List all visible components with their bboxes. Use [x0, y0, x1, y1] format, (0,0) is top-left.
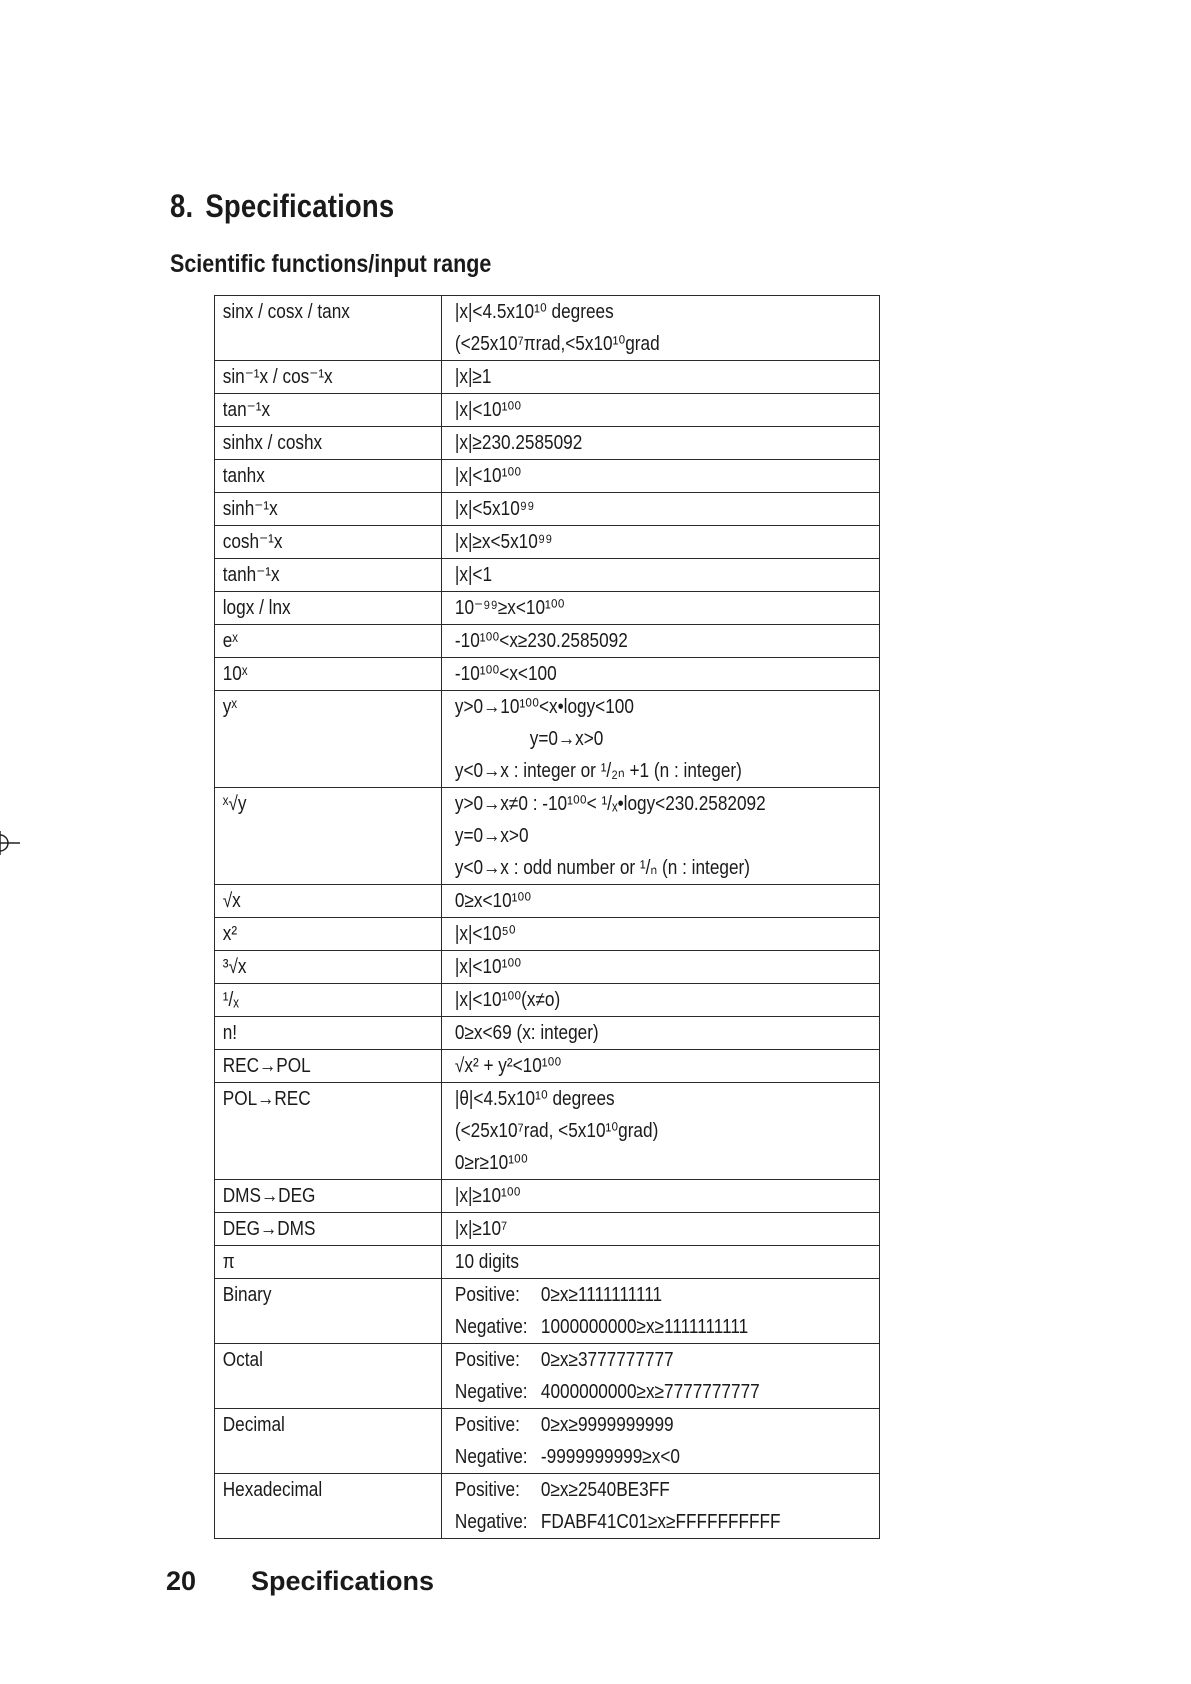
range-text: |x|≥10¹⁰⁰: [454, 1185, 521, 1207]
function-name: sinhx / coshx: [222, 432, 323, 454]
function-cell: [215, 918, 442, 951]
range-text: y=0→x>0: [454, 825, 529, 847]
range-text: |x|≥230.2585092: [454, 432, 583, 454]
function-cell: [215, 625, 442, 658]
table-row: [215, 625, 880, 658]
range-text: (<25x10⁷πrad,<5x10¹⁰grad: [454, 333, 660, 355]
input-range-cell: [442, 1180, 880, 1213]
input-range-cell: [442, 296, 880, 361]
range-text: |x|<10¹⁰⁰: [454, 465, 522, 487]
table-row: [215, 559, 880, 592]
range-text: 0≥x≥1111111111: [540, 1284, 663, 1306]
range-text: |x|<10¹⁰⁰: [454, 956, 522, 978]
input-range-cell: [442, 1279, 880, 1344]
table-row: [215, 394, 880, 427]
range-text: y>0→x≠0 : -10¹⁰⁰< ¹/ₓ•logy<230.2582092: [454, 793, 766, 815]
range-text: 0≥x<69 (x: integer): [454, 1022, 599, 1044]
input-range-cell: [442, 460, 880, 493]
table-row: [215, 1409, 880, 1474]
function-name: Hexadecimal: [222, 1479, 323, 1501]
function-cell: [215, 526, 442, 559]
table-row: [215, 460, 880, 493]
function-name: π: [222, 1251, 235, 1273]
function-name: cosh⁻¹x: [222, 531, 283, 553]
input-range-cell: [442, 1409, 880, 1474]
input-range-cell: [442, 918, 880, 951]
table-row: [215, 1050, 880, 1083]
function-cell: [215, 885, 442, 918]
section-number: 8.: [170, 188, 194, 224]
table-row: [215, 1246, 880, 1279]
range-text: 10 digits: [454, 1251, 519, 1273]
input-range-cell: [442, 427, 880, 460]
table-row: [215, 918, 880, 951]
range-text: y<0→x : integer or ¹/₂ₙ +1 (n : integer): [454, 760, 742, 782]
input-range-cell: [442, 592, 880, 625]
range-text: FDABF41C01≥x≥FFFFFFFFFF: [540, 1511, 781, 1533]
table-row: [215, 1083, 880, 1180]
table-row: [215, 885, 880, 918]
registration-mark-icon: [0, 826, 20, 860]
function-cell: [215, 691, 442, 788]
function-name: Decimal: [222, 1414, 285, 1436]
range-text: 1000000000≥x≥1111111111: [540, 1316, 749, 1338]
specifications-table: [214, 295, 880, 1539]
input-range-cell: [442, 625, 880, 658]
input-range-cell: [442, 885, 880, 918]
function-name: Binary: [222, 1284, 272, 1306]
table-row: [215, 526, 880, 559]
input-range-cell: [442, 1050, 880, 1083]
range-text: -10¹⁰⁰<x≥230.2585092: [454, 630, 628, 652]
range-text: |x|<4.5x10¹⁰ degrees: [454, 301, 614, 323]
page-title: [170, 188, 394, 225]
table-row: [215, 1213, 880, 1246]
function-name: POL→REC: [222, 1088, 311, 1110]
sign-label: Negative:: [454, 1511, 528, 1533]
function-name: sin⁻¹x / cos⁻¹x: [222, 366, 333, 388]
function-name: sinx / cosx / tanx: [222, 301, 350, 323]
input-range-cell: [442, 788, 880, 885]
range-text: y=0→x>0: [529, 728, 604, 750]
range-text: |x|<1: [454, 564, 493, 586]
function-cell: [215, 1180, 442, 1213]
table-row: [215, 1279, 880, 1344]
sign-label: Negative:: [454, 1316, 528, 1338]
input-range-cell: [442, 559, 880, 592]
range-text: 10⁻⁹⁹≥x<10¹⁰⁰: [454, 597, 565, 619]
range-text: y<0→x : odd number or ¹/ₙ (n : integer): [454, 857, 750, 879]
input-range-cell: [442, 691, 880, 788]
function-cell: [215, 984, 442, 1017]
range-text: |x|<5x10⁹⁹: [454, 498, 535, 520]
range-text: 4000000000≥x≥7777777777: [540, 1381, 760, 1403]
range-text: 0≥x≥2540BE3FF: [540, 1479, 670, 1501]
function-cell: [215, 1344, 442, 1409]
table-row: [215, 1017, 880, 1050]
input-range-cell: [442, 1017, 880, 1050]
input-range-cell: [442, 658, 880, 691]
range-text: |x|<10¹⁰⁰(x≠o): [454, 989, 561, 1011]
function-cell: [215, 427, 442, 460]
function-cell: [215, 559, 442, 592]
sign-label: Positive:: [454, 1414, 520, 1436]
function-name: ³√x: [222, 956, 247, 978]
function-cell: [215, 1409, 442, 1474]
function-name: n!: [222, 1022, 238, 1044]
range-text: y>0→10¹⁰⁰<x•logy<100: [454, 696, 634, 718]
page-number: 20: [166, 1566, 197, 1596]
input-range-cell: [442, 1213, 880, 1246]
range-text: 0≥x≥3777777777: [540, 1349, 674, 1371]
function-cell: [215, 1017, 442, 1050]
footer-section-title: Specifications: [251, 1566, 435, 1596]
function-cell: [215, 1083, 442, 1180]
input-range-cell: [442, 394, 880, 427]
table-row: [215, 1180, 880, 1213]
function-name: ¹/ₓ: [222, 989, 239, 1011]
table-row: [215, 691, 880, 788]
function-name: tanhx: [222, 465, 265, 487]
range-text: |x|≥1: [454, 366, 492, 388]
function-cell: [215, 1050, 442, 1083]
table-row: [215, 493, 880, 526]
input-range-cell: [442, 1474, 880, 1539]
function-name: eˣ: [222, 630, 238, 652]
range-text: |x|<10⁵⁰: [454, 923, 516, 945]
table-row: [215, 984, 880, 1017]
table-row: [215, 658, 880, 691]
function-cell: [215, 788, 442, 885]
function-cell: [215, 361, 442, 394]
specifications-table-body: [215, 296, 880, 1539]
table-row: [215, 1344, 880, 1409]
sign-label: Positive:: [454, 1479, 520, 1501]
range-text: √x² + y²<10¹⁰⁰: [454, 1055, 562, 1077]
table-row: [215, 788, 880, 885]
function-name: 10ˣ: [222, 663, 248, 685]
input-range-cell: [442, 526, 880, 559]
function-cell: [215, 493, 442, 526]
function-cell: [215, 1246, 442, 1279]
range-text: |x|≥10⁷: [454, 1218, 508, 1240]
input-range-cell: [442, 493, 880, 526]
table-row: [215, 427, 880, 460]
input-range-cell: [442, 1083, 880, 1180]
input-range-cell: [442, 1344, 880, 1409]
table-row: [215, 592, 880, 625]
function-name: x²: [222, 923, 238, 945]
range-text: -10¹⁰⁰<x<100: [454, 663, 557, 685]
table-row: [215, 1474, 880, 1539]
function-cell: [215, 1213, 442, 1246]
function-cell: [215, 460, 442, 493]
function-name: sinh⁻¹x: [222, 498, 278, 520]
range-text: |x|<10¹⁰⁰: [454, 399, 522, 421]
table-row: [215, 951, 880, 984]
function-cell: [215, 1474, 442, 1539]
input-range-cell: [442, 1246, 880, 1279]
function-name: yˣ: [222, 696, 237, 718]
range-text: 0≥r≥10¹⁰⁰: [454, 1152, 528, 1174]
range-text: |x|≥x<5x10⁹⁹: [454, 531, 553, 553]
function-name: DMS→DEG: [222, 1185, 316, 1207]
sign-label: Positive:: [454, 1284, 520, 1306]
sign-label: Positive:: [454, 1349, 520, 1371]
table-caption: Scientific functions/input range: [170, 250, 492, 278]
table-row: [215, 296, 880, 361]
function-name: tan⁻¹x: [222, 399, 271, 421]
range-text: |θ|<4.5x10¹⁰ degrees: [454, 1088, 615, 1110]
function-name: ˣ√y: [222, 793, 247, 815]
function-name: tanh⁻¹x: [222, 564, 280, 586]
function-name: DEG→DMS: [222, 1218, 316, 1240]
sign-label: Negative:: [454, 1446, 528, 1468]
function-name: REC→POL: [222, 1055, 311, 1077]
function-cell: [215, 658, 442, 691]
section-title: Specifications: [205, 188, 395, 224]
function-name: √x: [222, 890, 241, 912]
function-cell: [215, 296, 442, 361]
input-range-cell: [442, 361, 880, 394]
function-name: logx / lnx: [222, 597, 291, 619]
function-cell: [215, 1279, 442, 1344]
function-cell: [215, 394, 442, 427]
function-name: Octal: [222, 1349, 263, 1371]
table-row: [215, 361, 880, 394]
function-cell: [215, 951, 442, 984]
range-text: 0≥x<10¹⁰⁰: [454, 890, 532, 912]
range-text: -9999999999≥x<0: [540, 1446, 680, 1468]
range-text: 0≥x≥9999999999: [540, 1414, 674, 1436]
input-range-cell: [442, 984, 880, 1017]
function-cell: [215, 592, 442, 625]
sign-label: Negative:: [454, 1381, 528, 1403]
range-text: (<25x10⁷rad, <5x10¹⁰grad): [454, 1120, 659, 1142]
input-range-cell: [442, 951, 880, 984]
